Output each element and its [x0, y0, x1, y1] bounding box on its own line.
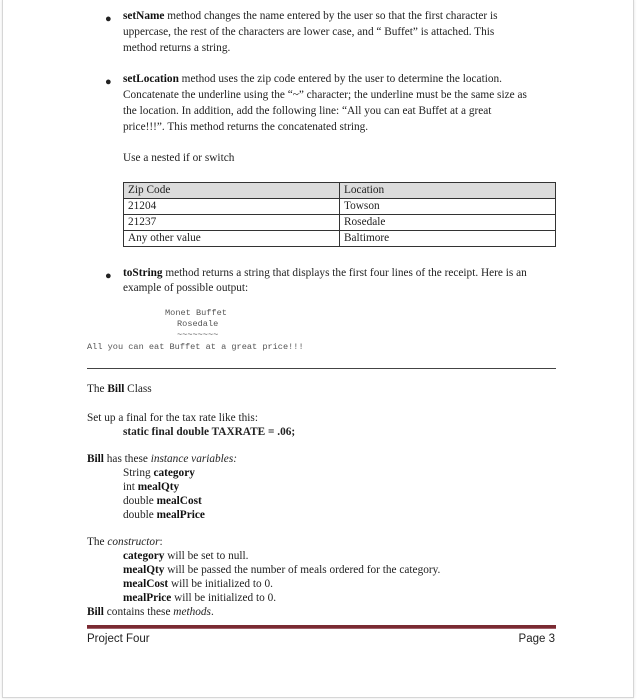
sample-output-line-3: ~~~~~~~~ — [177, 330, 219, 340]
type: double — [123, 509, 157, 521]
instance-variable — [123, 480, 179, 494]
bullet-icon: ● — [105, 76, 112, 88]
name: mealQty — [123, 564, 165, 576]
setlocation-line-3: the location. In addition, add the following line: “All you can eat Buffet at a great — [123, 105, 492, 117]
table-row — [124, 199, 556, 215]
header-cell: Location — [340, 183, 556, 199]
keyword: setName — [123, 10, 165, 22]
text: methods — [173, 606, 211, 618]
keyword: toString — [123, 267, 163, 279]
name: mealPrice — [156, 509, 205, 521]
text: : — [159, 536, 163, 548]
text: constructor — [107, 536, 160, 548]
text: method changes the name entered by the user so that the first character is — [164, 10, 498, 22]
setlocation-line-2: Concatenate the underline using the “~” character; the underline must be the same size as — [123, 89, 527, 101]
name: category — [153, 467, 195, 479]
text: will be passed the number of meals ordered for the category. — [164, 564, 441, 576]
text: contains these — [103, 606, 174, 618]
text: has these — [103, 453, 151, 465]
name: mealCost — [156, 495, 202, 507]
name: mealCost — [123, 578, 169, 590]
type: String — [123, 467, 154, 479]
keyword: Bill — [87, 453, 104, 465]
constructor-line — [123, 563, 440, 577]
instance-variable — [123, 508, 205, 522]
text: . — [210, 606, 214, 618]
text: instance variables: — [150, 453, 237, 465]
location-cell: Baltimore — [340, 231, 556, 247]
constructor-line — [123, 549, 249, 563]
type: int — [123, 481, 138, 493]
text: will be set to null. — [164, 550, 249, 562]
name: mealQty — [137, 481, 180, 493]
taxrate-code: static final double TAXRATE = .06; — [123, 426, 296, 438]
location-cell: Towson — [340, 199, 556, 215]
zip-cell: Any other value — [124, 231, 340, 247]
text: will be initialized to 0. — [171, 592, 277, 604]
bill-class-heading — [87, 382, 152, 396]
keyword: Bill — [87, 606, 104, 618]
setname-line-1 — [123, 9, 498, 23]
name: category — [123, 550, 165, 562]
tostring-line-2: example of possible output: — [123, 282, 249, 294]
setlocation-line-4: price!!!”. This method returns the concatenated string. — [123, 121, 369, 133]
constructor-line — [123, 591, 276, 605]
footer-title: Project Four — [87, 633, 150, 645]
text: method returns a string that displays the first four lines of the receipt. Here is an — [162, 267, 527, 279]
setlocation-line-1 — [123, 72, 502, 86]
bullet-icon: ● — [105, 13, 112, 25]
document-page — [2, 0, 634, 698]
constructor-intro — [87, 535, 163, 549]
text: method uses the zip code entered by the user to determine the location. — [178, 73, 502, 85]
setname-line-3: method returns a string. — [123, 42, 231, 54]
table-row — [124, 231, 556, 247]
tostring-line-1 — [123, 266, 527, 280]
sample-output-line-4: All you can eat Buffet at a great price!!! — [87, 342, 304, 352]
zip-cell: 21237 — [124, 215, 340, 231]
text: The — [87, 536, 108, 548]
footer-rule — [87, 625, 556, 629]
instance-variable — [123, 494, 202, 508]
text: The — [87, 383, 108, 395]
keyword: setLocation — [123, 73, 179, 85]
type: double — [123, 495, 157, 507]
name: mealPrice — [123, 592, 172, 604]
header-cell: Zip Code — [124, 183, 340, 199]
table-header-row — [124, 183, 556, 199]
methods-intro — [87, 605, 214, 619]
sample-output-line-1: Monet Buffet — [165, 308, 227, 318]
keyword: Bill — [107, 383, 125, 395]
setname-line-2: uppercase, the rest of the characters are lower case, and “ Buffet” is attached. This — [123, 26, 495, 38]
instance-variable — [123, 466, 195, 480]
zip-location-table — [123, 182, 556, 247]
nested-if-note: Use a nested if or switch — [123, 152, 235, 164]
text: Class — [124, 383, 152, 395]
sample-output-line-2: Rosedale — [177, 319, 219, 329]
location-cell: Rosedale — [340, 215, 556, 231]
section-divider — [87, 368, 556, 369]
zip-cell: 21204 — [124, 199, 340, 215]
instance-intro — [87, 452, 237, 466]
text: will be initialized to 0. — [168, 578, 273, 590]
constructor-line — [123, 577, 273, 591]
bullet-icon: ● — [105, 270, 112, 282]
taxrate-intro: Set up a final for the tax rate like this: — [87, 412, 258, 424]
table-row — [124, 215, 556, 231]
footer-page-number: Page 3 — [518, 633, 555, 645]
